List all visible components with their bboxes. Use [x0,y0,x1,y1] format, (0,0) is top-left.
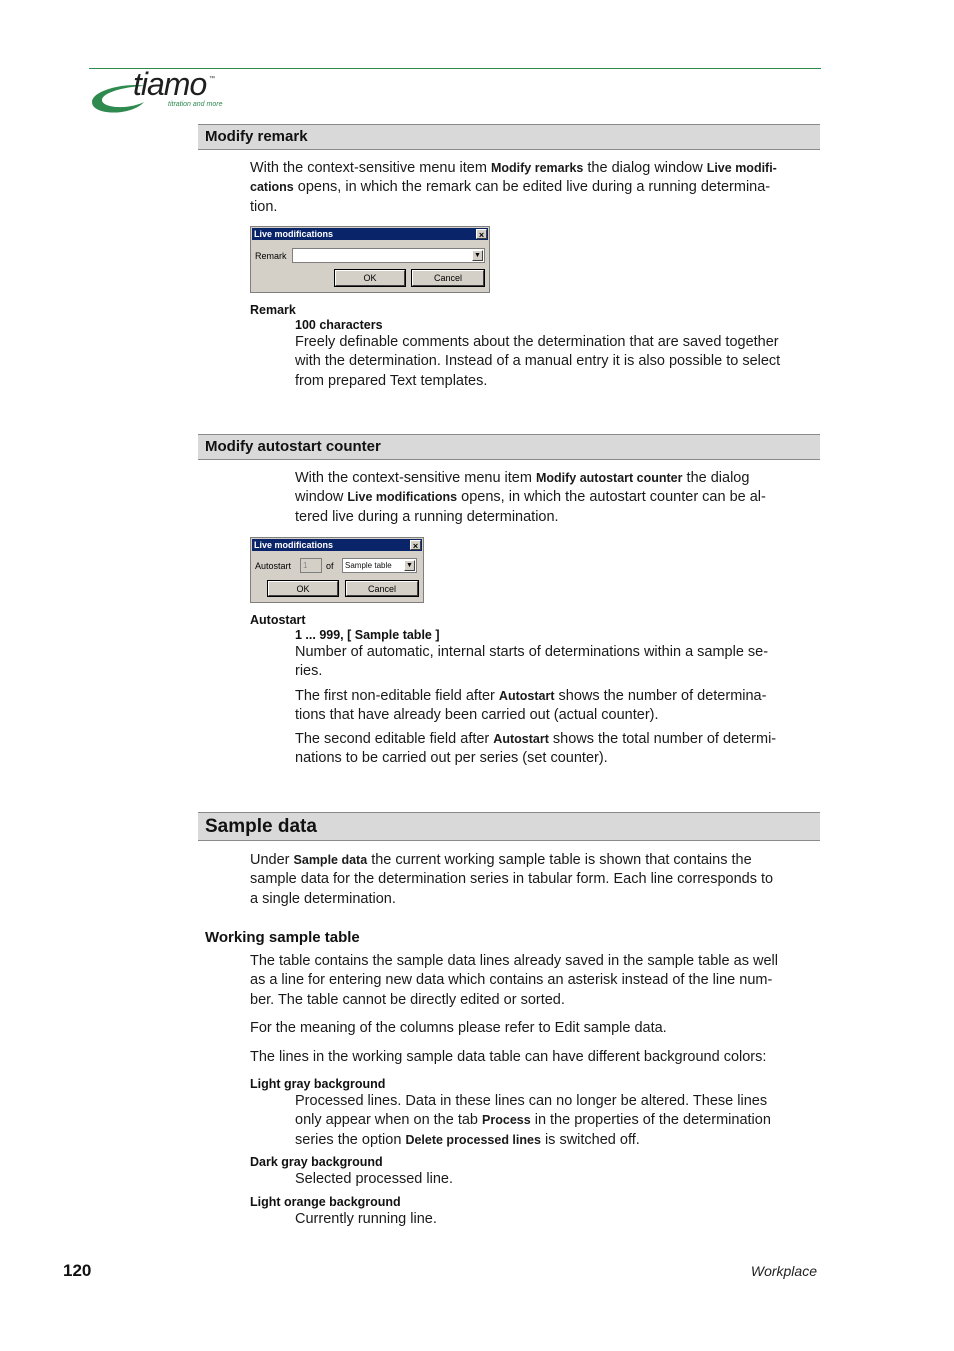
desc-line: The second editable field after Autostart shows the total number of determi- [295,731,777,747]
ok-button[interactable]: OK [335,270,405,286]
logo-tagline: titration and more [168,101,223,108]
intro-line-1: With the context-sensitive menu item Modify remarks the dialog window Live modifi- [250,160,777,176]
set-counter-value: Sample table [345,561,392,570]
param-desc-remark [295,333,820,391]
menu-term: Sample data [293,853,368,867]
tiamo-logo [88,66,238,118]
param-range-autostart: 1 ... 999, [ Sample table ] [295,628,440,642]
term-light-gray: Light gray background [250,1077,386,1091]
intro-line-3: tion. [250,198,278,215]
param-desc-actual-counter [295,687,820,726]
menu-term: Delete processed lines [405,1132,541,1147]
term-light-orange-desc: Currently running line. [295,1211,437,1227]
desc-line: Processed lines. Data in these lines can no longer be altered. These lines [295,1093,768,1109]
actual-counter-field: 1 [300,558,322,573]
param-range-remark: 100 characters [295,318,383,332]
section-heading-modify-autostart: Modify autostart counter [198,434,820,460]
working-table-paragraph-3: The lines in the working sample data table can have different background colors: [250,1049,767,1065]
autostart-dialog [250,537,424,603]
desc-line: only appear when on the tab Process in the properties of the determination [295,1112,771,1129]
intro-line-3: tered live during a running determination. [295,508,559,525]
footer-section-name: Workplace [750,1263,817,1279]
remark-combobox[interactable] [292,248,485,263]
param-desc-set-counter [295,730,820,769]
menu-term: Modify autostart counter [535,471,683,485]
param-desc-autostart [295,643,820,682]
ok-button[interactable]: OK [268,581,338,596]
menu-term: Autostart [493,732,549,746]
desc-line: from prepared Text templates. [295,372,488,389]
intro-line-1: With the context-sensitive menu item Modify autostart counter the dialog [295,470,750,486]
desc-line: nations to be carried out per series (set counter). [295,750,608,767]
param-name-remark: Remark [250,303,296,317]
page-number: 120 [63,1261,92,1280]
menu-term: Autostart [498,689,555,703]
desc-line: tions that have already been carried out (actual counter). [295,707,659,724]
remark-label: Remark [255,251,287,261]
sub-heading-working-sample-table: Working sample table [205,929,360,946]
modify-autostart-intro [295,469,820,527]
section-heading-modify-remark: Modify remark [198,124,820,150]
intro-line-2: cations opens, in which the remark can be edited live during a running determina- [250,179,771,196]
term-light-gray-desc [295,1092,820,1150]
term-dark-gray-desc: Selected processed line. [295,1171,453,1187]
intro-line-3: a single determination. [250,890,396,907]
para-line: as a line for entering new data which contains an asterisk instead of the line num- [250,972,773,989]
autostart-label: Autostart [255,561,292,571]
term-light-orange: Light orange background [250,1195,401,1209]
intro-line-2: sample data for the determination series in tabular form. Each line corresponds to [250,871,774,888]
working-table-paragraph-1 [250,952,820,1010]
desc-line: Freely definable comments about the determination that are saved together [295,334,779,350]
para-line: The table contains the sample data lines already saved in the sample table as well [250,953,778,969]
menu-term: Live modifi- [706,161,777,175]
of-label: of [326,561,334,571]
logo-wordmark: tiamo [133,66,207,102]
menu-term: cations [250,180,294,195]
working-table-paragraph-2: For the meaning of the columns please refer to Edit sample data. [250,1020,667,1036]
section-heading-sample-data: Sample data [198,812,820,841]
para-line: ber. The table cannot be directly edited or sorted. [250,991,565,1008]
set-counter-combobox[interactable] [342,558,417,573]
desc-line: The first non-editable field after Autostart shows the number of determina- [295,688,767,704]
menu-term: Modify remarks [490,161,584,175]
chevron-down-icon[interactable]: ▼ [472,250,483,261]
menu-term: Live modifications [347,490,458,505]
cancel-button[interactable]: Cancel [412,270,484,286]
dialog-title: Live modifications [254,540,334,550]
dialog-titlebar [252,539,422,551]
cancel-button[interactable]: Cancel [346,581,418,596]
desc-line: Number of automatic, internal starts of determinations within a sample se- [295,644,769,660]
desc-line: with the determination. Instead of a manual entry it is also possible to select [295,353,781,370]
dialog-titlebar [252,228,488,240]
modify-remark-intro [250,159,820,217]
intro-line-2: window Live modifications opens, in which the autostart counter can be al- [295,489,766,506]
intro-line-1: Under Sample data the current working sample table is shown that contains the [250,852,752,868]
dialog-title: Live modifications [254,229,334,239]
menu-term: Process [482,1113,531,1128]
chevron-down-icon[interactable]: ▼ [404,560,415,571]
desc-line: series the option Delete processed lines is switched off. [295,1131,640,1148]
desc-line: ries. [295,663,323,680]
close-icon[interactable]: × [476,229,487,239]
param-name-autostart: Autostart [250,613,306,627]
remark-dialog [250,226,490,293]
logo-trademark: ™ [209,76,215,82]
sample-data-intro [250,851,820,909]
term-dark-gray: Dark gray background [250,1155,383,1169]
close-icon[interactable]: × [410,540,421,550]
